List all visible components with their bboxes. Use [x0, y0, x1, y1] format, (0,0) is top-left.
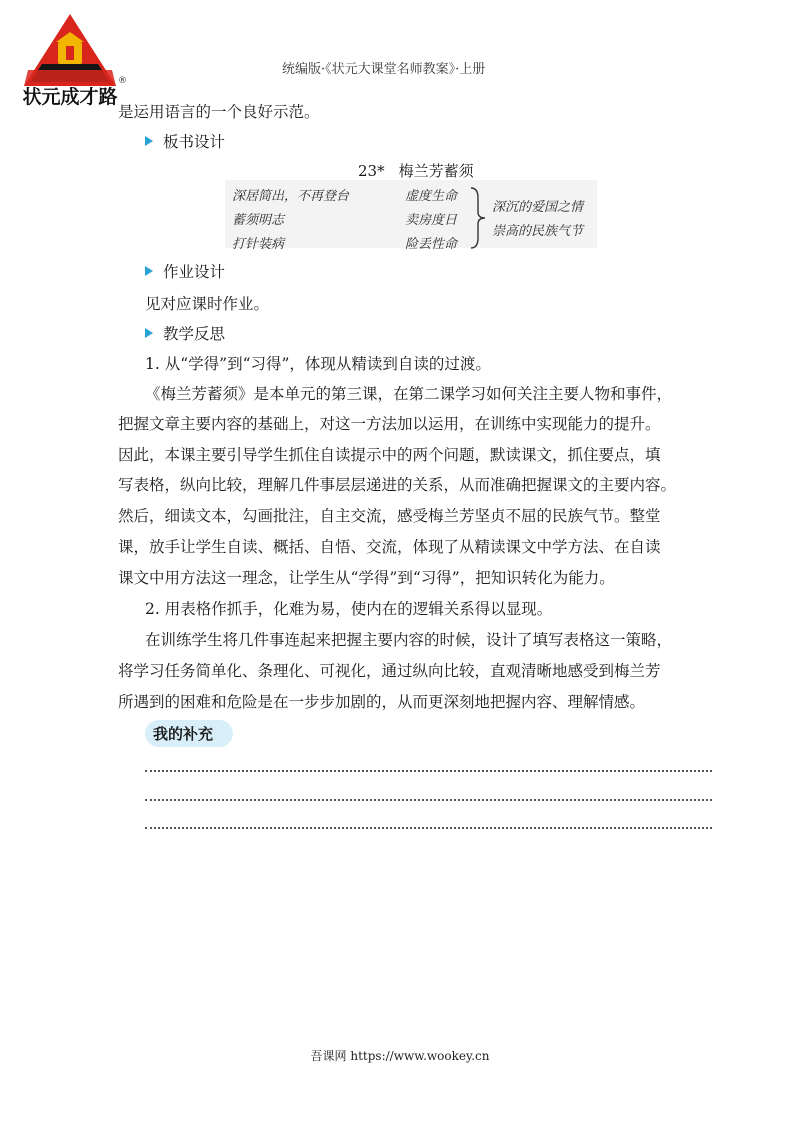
- section-label: 教学反思: [163, 325, 226, 343]
- brace-icon: [468, 186, 488, 250]
- lesson-title: 梅兰芳蓄须: [398, 162, 474, 180]
- reflection-line: 《梅兰芳蓄须》是本单元的第三课，在第二课学习如何关注主要人物和事件，: [145, 385, 673, 403]
- reflection-line: 2. 用表格作抓手，化难为易，使内在的逻辑关系得以显现。: [145, 600, 553, 618]
- lesson-number: 23*: [358, 162, 385, 180]
- reflection-line: 所遇到的困难和危险是在一步步加剧的，从而更深刻地把握内容、理解情感。: [118, 693, 646, 711]
- header-title: 统编版·《状元大课堂名师教案》·上册: [282, 62, 486, 77]
- bullet-triangle-icon: [145, 328, 153, 338]
- reflection-line: 写表格，纵向比较，理解几件事层层递进的关系，从而准确把握课文的主要内容。: [118, 476, 677, 494]
- writing-line[interactable]: [145, 770, 712, 772]
- reflection-line: 将学习任务简单化、条理化、可视化，通过纵向比较，直观清晰地感受到梅兰芳: [118, 662, 661, 680]
- board-left-item: 深居简出，不再登台: [232, 189, 350, 204]
- intro-line: 是运用语言的一个良好示范。: [118, 103, 320, 121]
- board-title: [358, 160, 474, 181]
- section-reflection: [145, 322, 225, 344]
- reflection-line: 课，放手让学生自读、概括、自悟、交流，体现了从精读课文中学方法、在自读: [118, 538, 661, 556]
- board-right-item: 崇高的民族气节: [492, 224, 584, 239]
- section-label: 板书设计: [163, 133, 226, 151]
- writing-line[interactable]: [145, 799, 712, 801]
- bullet-triangle-icon: [145, 266, 153, 276]
- logo-text: 状元成才路: [22, 86, 118, 108]
- reflection-line: 然后，细读文本，勾画批注，自主交流，感受梅兰芳坚贞不屈的民族气节。整堂: [118, 507, 661, 525]
- reflection-line: 因此，本课主要引导学生抓住自读提示中的两个问题，默读课文，抓住要点，填: [118, 446, 661, 464]
- supplement-badge: [145, 720, 233, 747]
- reflection-line: 把握文章主要内容的基础上，对这一方法加以运用，在训练中实现能力的提升。: [118, 415, 661, 433]
- supplement-label: 我的补充: [153, 725, 214, 743]
- board-left-item: 打针装病: [232, 237, 285, 252]
- reflection-line: 课文中用方法这一理念，让学生从“学得”到“习得”，把知识转化为能力。: [118, 569, 615, 587]
- board-left-item: 蓄须明志: [232, 213, 285, 228]
- section-board-design: [145, 130, 225, 152]
- registered-mark: ®: [118, 76, 127, 86]
- board-middle-item: 卖房度日: [405, 213, 458, 228]
- section-label: 作业设计: [163, 263, 226, 281]
- homework-text: 见对应课时作业。: [145, 295, 270, 313]
- bullet-triangle-icon: [145, 136, 153, 146]
- board-middle-item: 险丢性命: [405, 237, 458, 252]
- board-middle-item: 虚度生命: [405, 189, 458, 204]
- writing-line[interactable]: [145, 827, 712, 829]
- reflection-line: 在训练学生将几件事连起来把握主要内容的时候，设计了填写表格这一策略，: [145, 631, 673, 649]
- section-homework: [145, 260, 225, 282]
- reflection-line: 1. 从“学得”到“习得”，体现从精读到自读的过渡。: [145, 355, 491, 373]
- footer-text: 吾课网 https://www.wookey.cn: [310, 1049, 490, 1063]
- board-right-item: 深沉的爱国之情: [492, 200, 584, 215]
